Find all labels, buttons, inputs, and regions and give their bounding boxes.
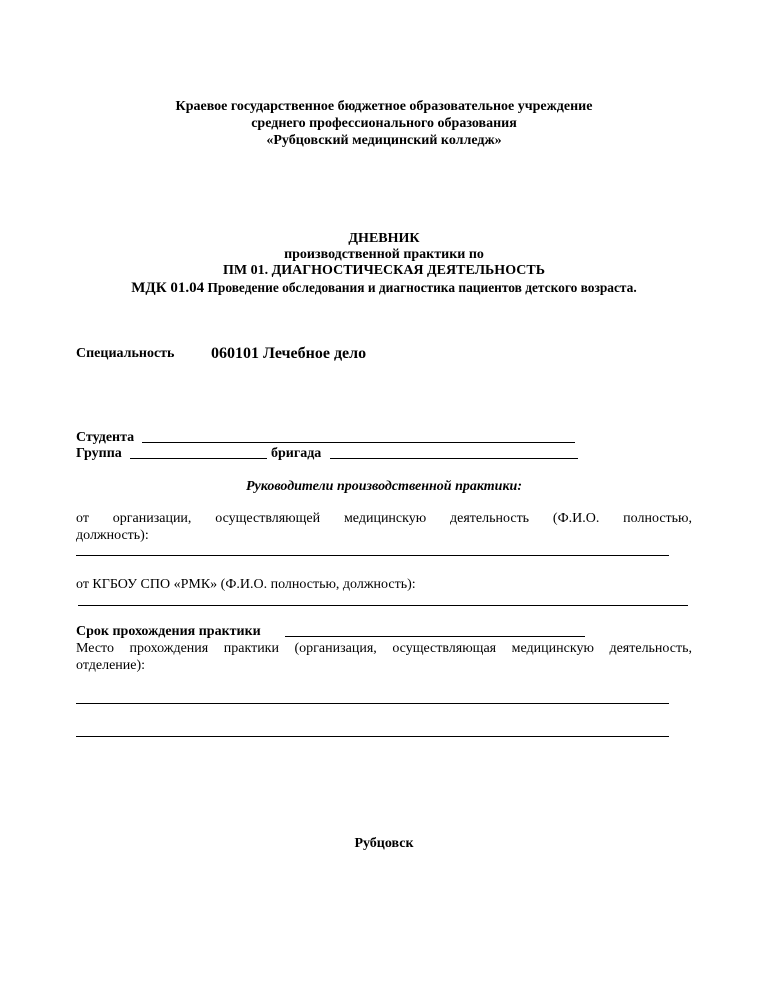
diary-title: ДНЕВНИК bbox=[348, 231, 420, 246]
supervisor-college-field-line bbox=[78, 605, 688, 606]
diary-subtitle: производственной практики по bbox=[284, 247, 484, 262]
group-line bbox=[130, 458, 267, 459]
practice-place-field-line-1 bbox=[76, 703, 669, 704]
supervisors-heading: Руководители производственной практики: bbox=[245, 479, 522, 494]
practice-term-label: Срок прохождения практики bbox=[76, 624, 261, 639]
practice-term-line bbox=[285, 636, 585, 637]
specialty-value: 060101 Лечебное дело bbox=[211, 345, 367, 362]
institution-line-3: «Рубцовский медицинский колледж» bbox=[266, 133, 502, 148]
supervisor-org-field-line bbox=[76, 555, 669, 556]
brigade-label: бригада bbox=[271, 446, 322, 461]
institution-line-2: среднего профессионального образования bbox=[251, 116, 517, 131]
specialty-label: Специальность bbox=[76, 346, 175, 361]
practice-place-line-1: Место прохождения практики (организация, осуществляющая медицинскую деятельность, bbox=[76, 641, 692, 656]
diary-module: ПМ 01. ДИАГНОСТИЧЕСКАЯ ДЕЯТЕЛЬНОСТЬ bbox=[223, 263, 545, 278]
mdk-code: МДК 01.04 bbox=[131, 280, 205, 296]
student-label: Студента bbox=[76, 430, 135, 445]
diary-mdk bbox=[0, 280, 768, 297]
institution-line-1: Краевое государственное бюджетное образовательное учреждение bbox=[175, 99, 593, 114]
practice-place-field-line-2 bbox=[76, 736, 669, 737]
supervisor-college-line: от КГБОУ СПО «РМК» (Ф.И.О. полностью, должность): bbox=[76, 577, 416, 592]
footer-city: Рубцовск bbox=[354, 836, 414, 851]
brigade-line bbox=[330, 458, 578, 459]
mdk-title: Проведение обследования и диагностика пациентов детского возраста. bbox=[204, 280, 637, 295]
supervisor-org-line-2: должность): bbox=[76, 528, 149, 543]
student-name-line bbox=[142, 442, 575, 443]
group-label: Группа bbox=[76, 446, 122, 461]
practice-place-line-2: отделение): bbox=[76, 658, 146, 673]
supervisor-org-line-1: от организации, осуществляющей медицинскую деятельность (Ф.И.О. полностью, bbox=[76, 511, 692, 526]
